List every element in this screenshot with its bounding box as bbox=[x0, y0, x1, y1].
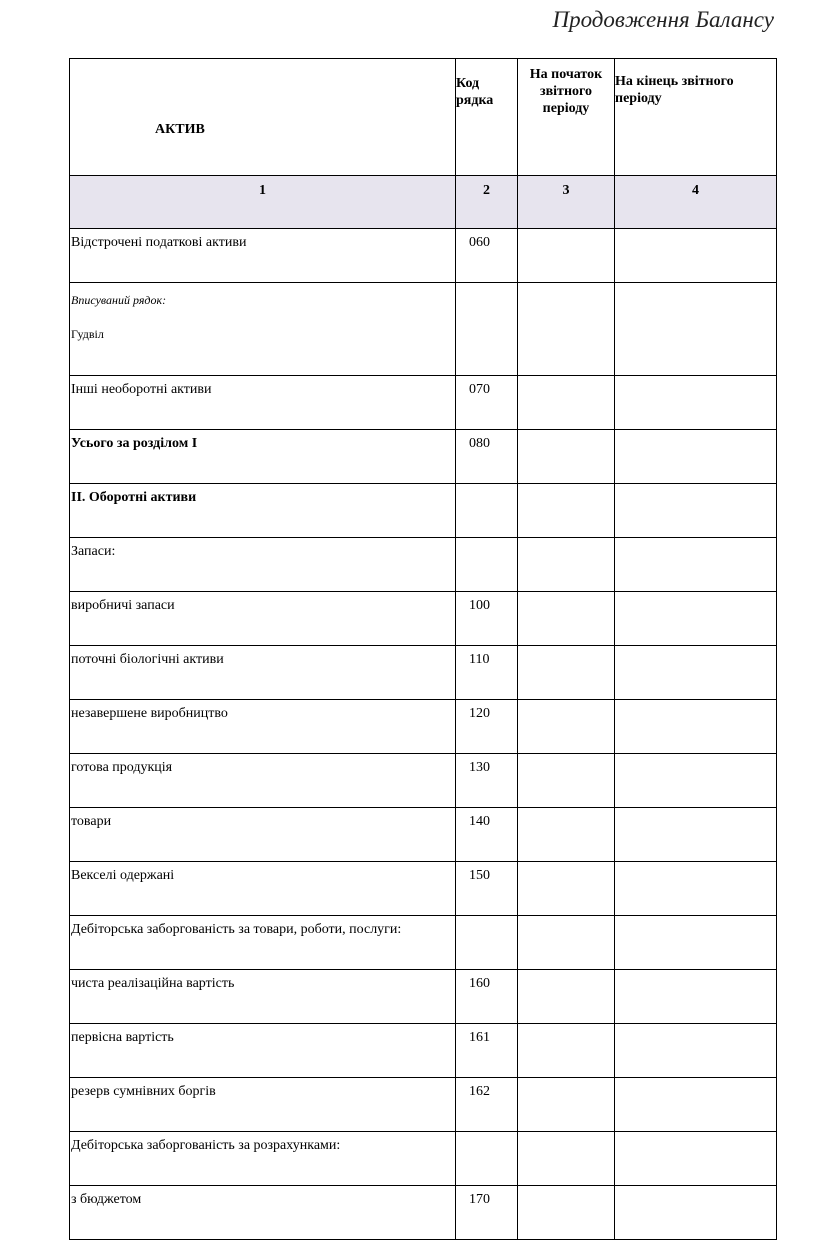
start-value-cell bbox=[518, 1186, 615, 1240]
start-value-cell bbox=[518, 430, 615, 484]
header-end-period: На кінець звітного періоду bbox=[615, 59, 777, 176]
start-value-cell bbox=[518, 592, 615, 646]
section-heading: ІІ. Оборотні активи bbox=[70, 484, 456, 538]
table-row bbox=[70, 916, 777, 970]
row-label: з бюджетом bbox=[70, 1186, 456, 1240]
table-row bbox=[70, 754, 777, 808]
row-code bbox=[456, 283, 518, 376]
row-code: 080 bbox=[456, 430, 518, 484]
end-value-cell bbox=[615, 646, 777, 700]
row-code: 060 bbox=[456, 229, 518, 283]
table-row bbox=[70, 430, 777, 484]
start-value-cell bbox=[518, 484, 615, 538]
end-value-cell bbox=[615, 430, 777, 484]
column-numbers-row bbox=[70, 176, 777, 229]
row-label: Дебіторська заборгованість за товари, роботи, послуги: bbox=[70, 916, 456, 970]
end-value-cell bbox=[615, 376, 777, 430]
start-value-cell bbox=[518, 862, 615, 916]
end-value-cell bbox=[615, 1132, 777, 1186]
table-row bbox=[70, 1078, 777, 1132]
row-label: товари bbox=[70, 808, 456, 862]
row-label: Гудвіл bbox=[71, 327, 104, 341]
row-label: резерв сумнівних боргів bbox=[70, 1078, 456, 1132]
table-row bbox=[70, 1186, 777, 1240]
row-label: первісна вартість bbox=[70, 1024, 456, 1078]
balance-table bbox=[69, 58, 777, 1240]
row-label: Відстрочені податкові активи bbox=[70, 229, 456, 283]
end-value-cell bbox=[615, 283, 777, 376]
row-label: Дебіторська заборгованість за розрахунками: bbox=[70, 1132, 456, 1186]
row-code bbox=[456, 484, 518, 538]
row-code bbox=[456, 1132, 518, 1186]
row-label: Векселі одержані bbox=[70, 862, 456, 916]
start-value-cell bbox=[518, 538, 615, 592]
row-label: незавершене виробництво bbox=[70, 700, 456, 754]
start-value-cell bbox=[518, 700, 615, 754]
header-activ: АКТИВ bbox=[70, 59, 456, 176]
row-code: 110 bbox=[456, 646, 518, 700]
start-value-cell bbox=[518, 1024, 615, 1078]
start-value-cell bbox=[518, 808, 615, 862]
start-value-cell bbox=[518, 754, 615, 808]
end-value-cell bbox=[615, 808, 777, 862]
table-row bbox=[70, 484, 777, 538]
table-row bbox=[70, 592, 777, 646]
end-value-cell bbox=[615, 1186, 777, 1240]
end-value-cell bbox=[615, 970, 777, 1024]
header-start-period: На початок звітного періоду bbox=[518, 59, 615, 176]
start-value-cell bbox=[518, 916, 615, 970]
inserted-row-note: Вписуваний рядок: bbox=[71, 293, 167, 307]
end-value-cell bbox=[615, 484, 777, 538]
end-value-cell bbox=[615, 754, 777, 808]
row-label: поточні біологічні активи bbox=[70, 646, 456, 700]
start-value-cell bbox=[518, 1078, 615, 1132]
start-value-cell bbox=[518, 283, 615, 376]
header-code: Код рядка bbox=[456, 59, 518, 176]
start-value-cell bbox=[518, 376, 615, 430]
end-value-cell bbox=[615, 538, 777, 592]
row-code: 120 bbox=[456, 700, 518, 754]
start-value-cell bbox=[518, 646, 615, 700]
column-number: 4 bbox=[615, 176, 777, 229]
row-label: Усього за розділом І bbox=[70, 430, 456, 484]
row-code: 170 bbox=[456, 1186, 518, 1240]
row-code: 160 bbox=[456, 970, 518, 1024]
row-code: 161 bbox=[456, 1024, 518, 1078]
row-code: 162 bbox=[456, 1078, 518, 1132]
row-code: 150 bbox=[456, 862, 518, 916]
row-label: виробничі запаси bbox=[70, 592, 456, 646]
start-value-cell bbox=[518, 970, 615, 1024]
row-label-cell bbox=[70, 283, 456, 376]
row-label: чиста реалізаційна вартість bbox=[70, 970, 456, 1024]
table-row bbox=[70, 808, 777, 862]
row-label: Запаси: bbox=[70, 538, 456, 592]
table-row bbox=[70, 376, 777, 430]
row-code: 100 bbox=[456, 592, 518, 646]
table-row bbox=[70, 646, 777, 700]
start-value-cell bbox=[518, 229, 615, 283]
end-value-cell bbox=[615, 862, 777, 916]
end-value-cell bbox=[615, 916, 777, 970]
table-header-row bbox=[70, 59, 777, 176]
table-row bbox=[70, 538, 777, 592]
row-code: 130 bbox=[456, 754, 518, 808]
column-number: 2 bbox=[456, 176, 518, 229]
table-row bbox=[70, 1024, 777, 1078]
table-row bbox=[70, 970, 777, 1024]
table-row bbox=[70, 862, 777, 916]
table-row bbox=[70, 229, 777, 283]
column-number: 1 bbox=[70, 176, 456, 229]
row-label: готова продукція bbox=[70, 754, 456, 808]
page-title: Продовження Балансу bbox=[552, 7, 774, 32]
row-code bbox=[456, 916, 518, 970]
row-label: Інші необоротні активи bbox=[70, 376, 456, 430]
table-row bbox=[70, 700, 777, 754]
start-value-cell bbox=[518, 1132, 615, 1186]
table-row bbox=[70, 1132, 777, 1186]
end-value-cell bbox=[615, 1078, 777, 1132]
end-value-cell bbox=[615, 1024, 777, 1078]
row-code: 140 bbox=[456, 808, 518, 862]
table-row bbox=[70, 283, 777, 376]
end-value-cell bbox=[615, 700, 777, 754]
row-code: 070 bbox=[456, 376, 518, 430]
row-code bbox=[456, 538, 518, 592]
end-value-cell bbox=[615, 229, 777, 283]
column-number: 3 bbox=[518, 176, 615, 229]
end-value-cell bbox=[615, 592, 777, 646]
